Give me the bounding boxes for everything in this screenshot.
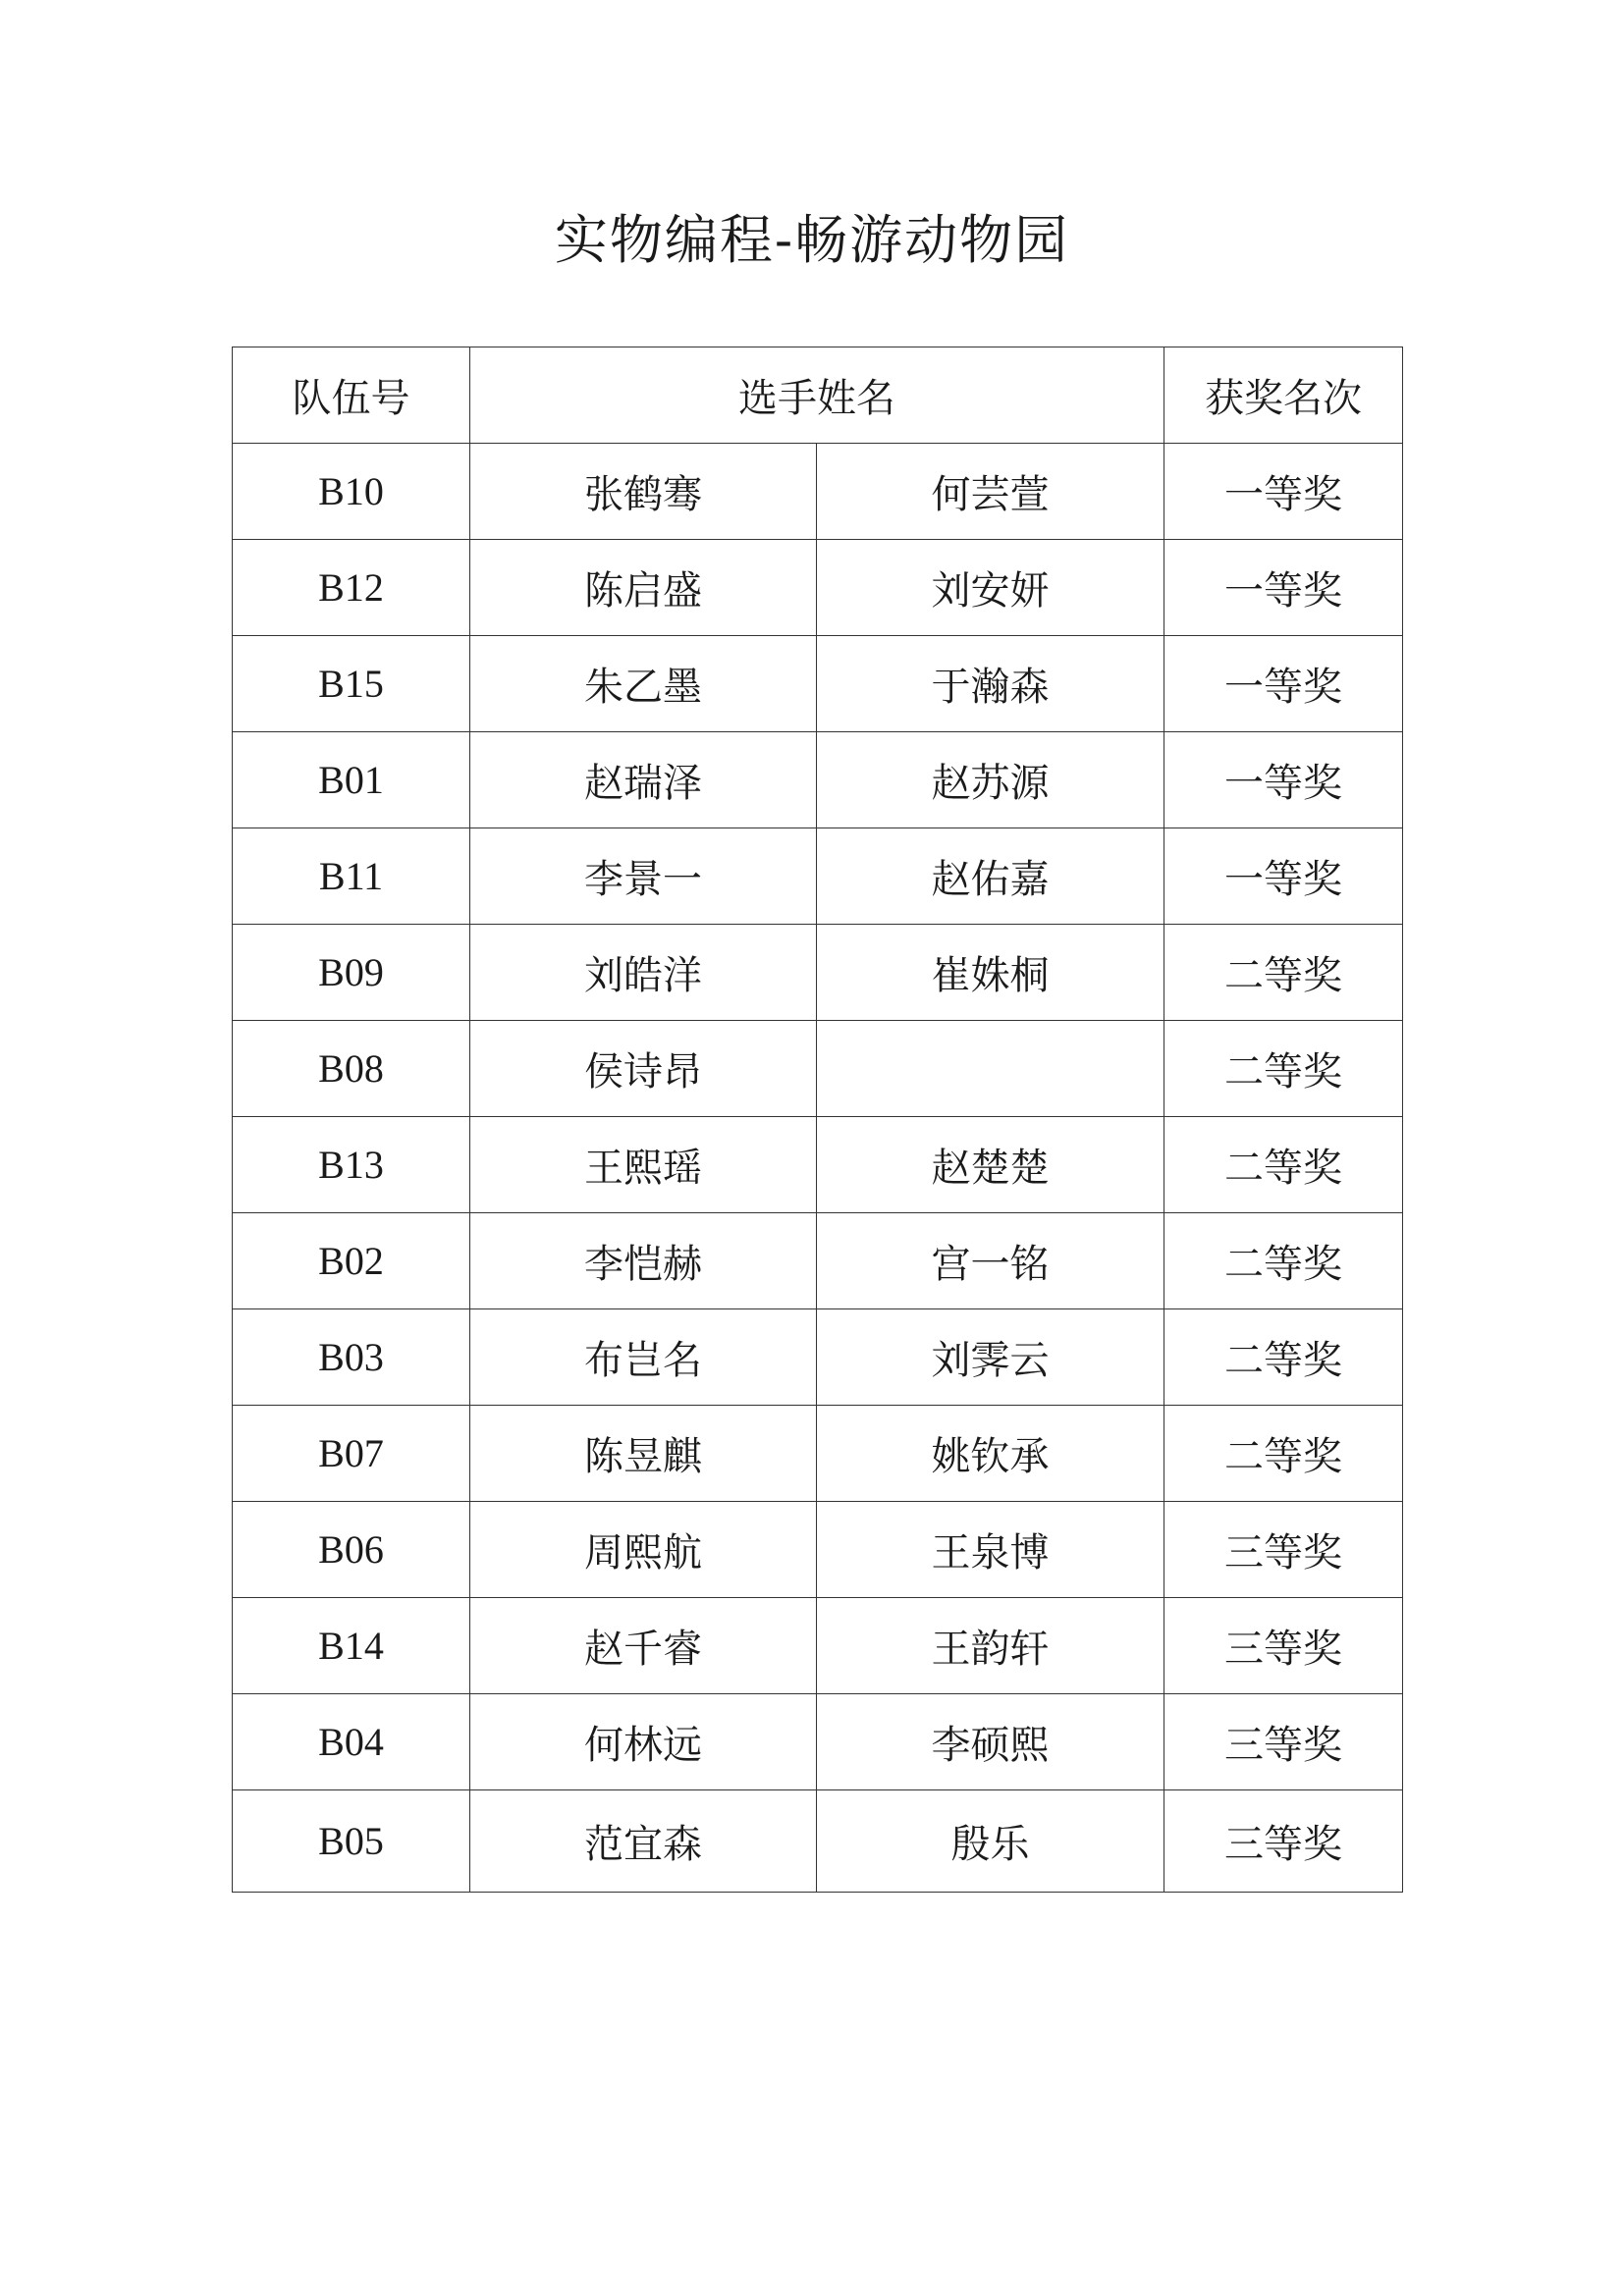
table-row xyxy=(233,1406,1403,1502)
table-row xyxy=(233,1213,1403,1309)
player2-cell xyxy=(817,1021,1164,1117)
table-header-row xyxy=(233,347,1403,444)
table-row xyxy=(233,540,1403,636)
team-id-cell: B14 xyxy=(233,1598,470,1694)
player2-cell: 何芸萱 xyxy=(817,444,1164,540)
table-row xyxy=(233,1598,1403,1694)
player1-cell: 侯诗昂 xyxy=(470,1021,817,1117)
player2-cell: 姚钦承 xyxy=(817,1406,1164,1502)
table-row xyxy=(233,636,1403,732)
player1-cell: 何林远 xyxy=(470,1694,817,1790)
award-cell: 二等奖 xyxy=(1164,1021,1403,1117)
award-cell: 一等奖 xyxy=(1164,540,1403,636)
player2-cell: 赵佑嘉 xyxy=(817,828,1164,925)
player1-cell: 赵千睿 xyxy=(470,1598,817,1694)
player2-cell: 殷乐 xyxy=(817,1790,1164,1893)
award-cell: 三等奖 xyxy=(1164,1790,1403,1893)
player1-cell: 陈昱麒 xyxy=(470,1406,817,1502)
award-cell: 二等奖 xyxy=(1164,1117,1403,1213)
team-id-cell: B12 xyxy=(233,540,470,636)
player2-cell: 刘霁云 xyxy=(817,1309,1164,1406)
player2-cell: 王泉博 xyxy=(817,1502,1164,1598)
player1-cell: 布岂名 xyxy=(470,1309,817,1406)
table-row xyxy=(233,1309,1403,1406)
document-title: 实物编程-畅游动物园 xyxy=(554,209,1070,271)
team-id-cell: B07 xyxy=(233,1406,470,1502)
player1-cell: 张鹤骞 xyxy=(470,444,817,540)
player1-cell: 赵瑞泽 xyxy=(470,732,817,828)
team-id-cell: B06 xyxy=(233,1502,470,1598)
table-row xyxy=(233,1502,1403,1598)
table-row xyxy=(233,444,1403,540)
team-id-cell: B02 xyxy=(233,1213,470,1309)
table-row xyxy=(233,1694,1403,1790)
award-cell: 三等奖 xyxy=(1164,1502,1403,1598)
team-id-cell: B10 xyxy=(233,444,470,540)
header-players: 选手姓名 xyxy=(470,347,1164,444)
team-id-cell: B15 xyxy=(233,636,470,732)
player2-cell: 崔姝桐 xyxy=(817,925,1164,1021)
team-id-cell: B05 xyxy=(233,1790,470,1893)
player1-cell: 周熙航 xyxy=(470,1502,817,1598)
results-table xyxy=(232,347,1403,1893)
player2-cell: 宫一铭 xyxy=(817,1213,1164,1309)
table-row xyxy=(233,925,1403,1021)
award-cell: 一等奖 xyxy=(1164,828,1403,925)
player2-cell: 赵苏源 xyxy=(817,732,1164,828)
player2-cell: 刘安妍 xyxy=(817,540,1164,636)
header-award: 获奖名次 xyxy=(1164,347,1403,444)
team-id-cell: B11 xyxy=(233,828,470,925)
award-cell: 二等奖 xyxy=(1164,1309,1403,1406)
award-cell: 一等奖 xyxy=(1164,732,1403,828)
team-id-cell: B08 xyxy=(233,1021,470,1117)
table-row xyxy=(233,1021,1403,1117)
player2-cell: 于瀚森 xyxy=(817,636,1164,732)
player2-cell: 赵楚楚 xyxy=(817,1117,1164,1213)
team-id-cell: B03 xyxy=(233,1309,470,1406)
table-row xyxy=(233,1790,1403,1893)
team-id-cell: B09 xyxy=(233,925,470,1021)
table-row xyxy=(233,1117,1403,1213)
player1-cell: 李景一 xyxy=(470,828,817,925)
award-cell: 一等奖 xyxy=(1164,636,1403,732)
player1-cell: 陈启盛 xyxy=(470,540,817,636)
award-cell: 三等奖 xyxy=(1164,1598,1403,1694)
player1-cell: 刘皓洋 xyxy=(470,925,817,1021)
player2-cell: 王韵轩 xyxy=(817,1598,1164,1694)
team-id-cell: B13 xyxy=(233,1117,470,1213)
award-cell: 三等奖 xyxy=(1164,1694,1403,1790)
player1-cell: 王熙瑶 xyxy=(470,1117,817,1213)
player1-cell: 朱乙墨 xyxy=(470,636,817,732)
award-cell: 二等奖 xyxy=(1164,1406,1403,1502)
player2-cell: 李硕熙 xyxy=(817,1694,1164,1790)
player1-cell: 范宜森 xyxy=(470,1790,817,1893)
award-cell: 二等奖 xyxy=(1164,925,1403,1021)
player1-cell: 李恺赫 xyxy=(470,1213,817,1309)
table-row xyxy=(233,732,1403,828)
team-id-cell: B01 xyxy=(233,732,470,828)
team-id-cell: B04 xyxy=(233,1694,470,1790)
table-row xyxy=(233,828,1403,925)
award-cell: 二等奖 xyxy=(1164,1213,1403,1309)
award-cell: 一等奖 xyxy=(1164,444,1403,540)
header-team: 队伍号 xyxy=(233,347,470,444)
